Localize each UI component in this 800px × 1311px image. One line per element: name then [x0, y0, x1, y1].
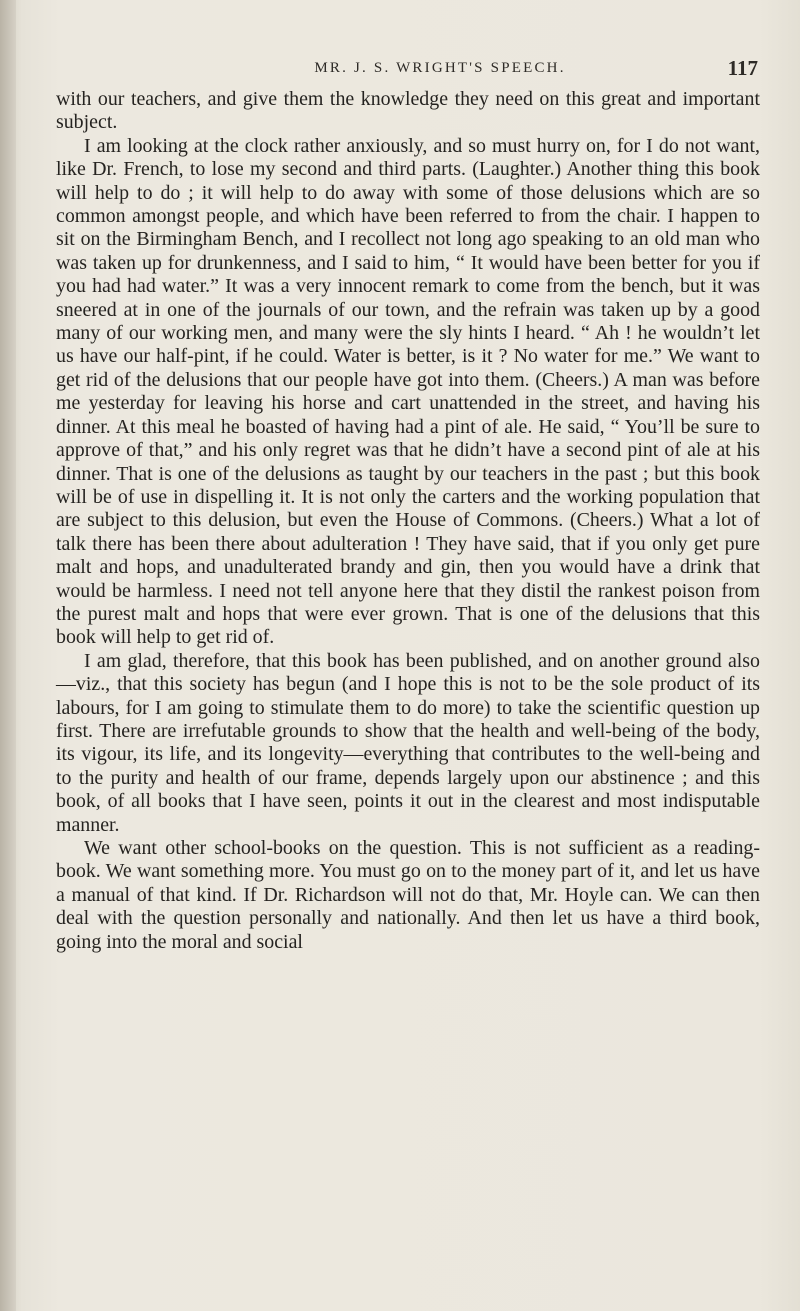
paragraph-school-books: We want other school-books on the question. This is not sufficient as a reading-book. We want something more. You must go on to the money part of it, and let us have a manual of that kind. If Dr. Richardson will not do that, Mr. Hoyle can. We can then deal with the question personally and nationally. And then let us have a third book, going into the moral and social — [56, 837, 760, 953]
page-body — [56, 88, 760, 954]
page-number: 117 — [727, 56, 758, 80]
page-header — [150, 56, 758, 80]
paragraph-continuation: with our teachers, and give them the knowledge they need on this great and important subject. — [56, 88, 760, 134]
paragraph-scientific-question: I am glad, therefore, that this book has been published, and on another ground also—viz., that this society has begun (and I hope this is not to be the sole product of its labours, for I am going to stimulate them to do more) to take the scientific question up first. There are irrefutable grounds to show that the health and well-being of the body, its vigour, its life, and its longevity—everything that contributes to the well-being and to the purity and health of our frame, depends largely upon our abstinence ; and this book, of all books that I have seen, points it out in the clearest and most indisputable manner. — [56, 649, 760, 836]
paragraph-delusions: I am looking at the clock rather anxiously, and so must hurry on, for I do not want, like Dr. French, to lose my second and third parts. (Laughter.) Another thing this book will help to do ; it will help to do away with some of those delusions which are so common amongst people, and which have been referred to from the chair. I happen to sit on the Birmingham Bench, and I recollect not long ago speaking to an old man who was taken up for drunkenness, and I said to him, “ It would have been better for you if you had had water.” It was a very innocent remark to come from the bench, but it was sneered at in one of the journals of our town, and the refrain was taken up by a good many of our working men, and many were the sly hints I heard. “ Ah ! he wouldn’t let us have our half-pint, if he could. Water is better, is it ? No water for me.” We want to get rid of the delusions that our people have got into them. (Cheers.) A man was before me yesterday for leaving his horse and cart unattended in the street, and having his dinner. At this meal he boasted of having had a pint of ale. He said, “ You’ll be sure to approve of that,” and his only regret was that he didn’t have a second pint of ale at his dinner. That is one of the delusions as taught by our teachers in the past ; but this book will be of use in dispelling it. It is not only the carters and the working population that are subject to this delusion, but even the House of Commons. (Cheers.) What a lot of talk there has been there about adulteration ! They have said, that if you only get pure malt and hops, and unadulterated brandy and gin, then you would have a drink that would be harmless. I need not tell anyone here that they distil the rankest poison from the purest malt and hops that were ever grown. That is one of the delusions that this book will help to get rid of. — [56, 134, 760, 649]
page-spine-shadow — [0, 0, 16, 1311]
running-head: MR. J. S. WRIGHT'S SPEECH. — [314, 60, 566, 76]
